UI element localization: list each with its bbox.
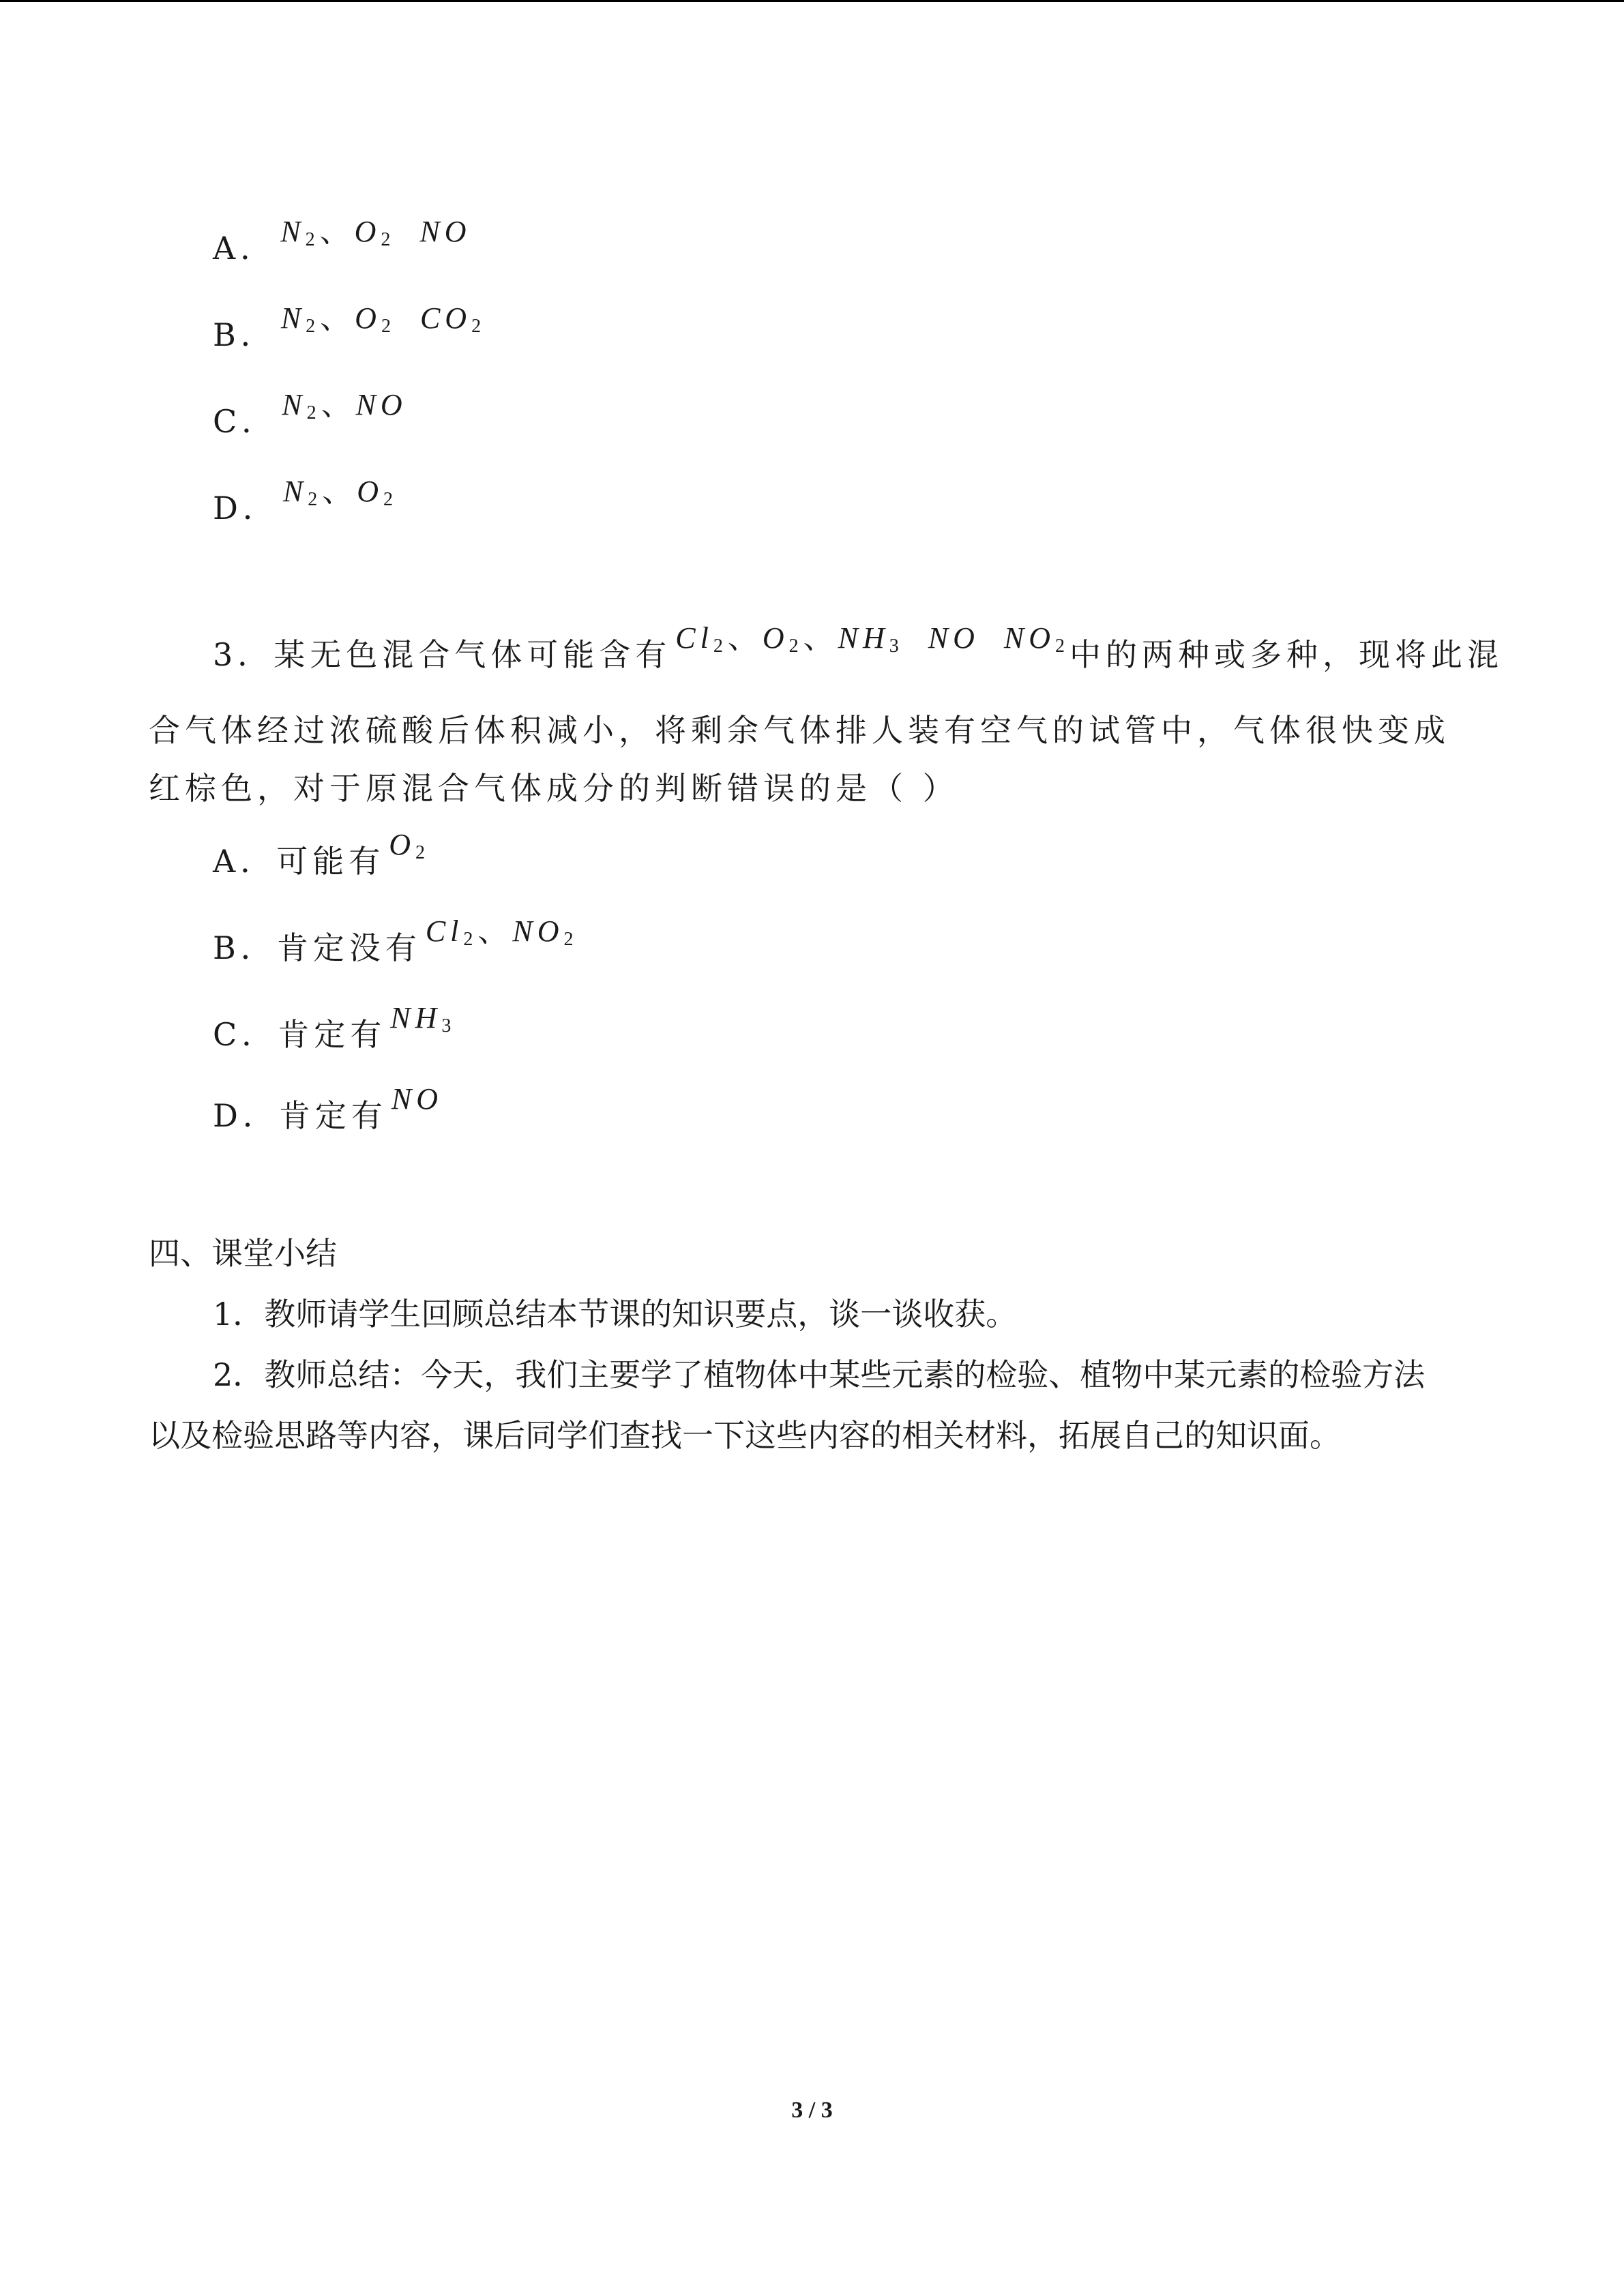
q3-option-c-text: 肯定有 <box>278 1016 387 1053</box>
top-border-line <box>0 0 1624 2</box>
q3-option-c-letter: C． <box>213 1016 278 1053</box>
q3-option-d-letter: D． <box>213 1097 279 1134</box>
q3-option-a-formula: $O_2$ <box>389 828 430 863</box>
q2-option-d-letter: D． <box>213 490 279 526</box>
q3-gas-list-formula: $Cl_2$、$O_2$、$NH_3$ NO $NO_2$ <box>675 621 1070 657</box>
q2-option-a <box>213 214 471 278</box>
q3-option-a-letter: A． <box>213 843 277 880</box>
q2-option-b-formula: $N_2$、$O_2$ $CO_2$ <box>280 301 486 337</box>
q3-option-b <box>213 914 578 978</box>
summary-heading: 四、课堂小结 <box>149 1235 337 1272</box>
q2-option-d-formula: $N_2$、$O_2$ <box>282 474 398 510</box>
q3-option-a <box>213 828 430 891</box>
q3-option-d-text: 肯定有 <box>278 1097 387 1134</box>
q3-suffix: 中的两种或多种，现将此混 <box>1069 636 1504 673</box>
q3-prefix: 3．某无色混合气体可能含有 <box>213 636 672 673</box>
q2-option-c <box>213 387 407 451</box>
q3-option-c <box>213 1001 456 1064</box>
q2-option-d <box>213 474 398 538</box>
q3-option-b-letter: B． <box>213 929 277 966</box>
q3-option-d-formula: NO <box>391 1082 443 1116</box>
q3-stem-line1 <box>213 621 1504 685</box>
q2-option-c-letter: C． <box>213 403 278 440</box>
q2-option-a-formula: $N_2$、$O_2$ NO <box>280 214 471 250</box>
q2-option-c-formula: $N_2$、NO <box>282 387 407 423</box>
q3-stem-line2: 合气体经过浓硫酸后体积减小，将剩余气体排人装有空气的试管中，气体很快变成 <box>149 712 1450 749</box>
q2-option-b <box>213 301 486 365</box>
summary-item-1: 1．教师请学生回顾总结本节课的知识要点，谈一谈收获。 <box>213 1296 1018 1332</box>
q2-option-a-letter: A． <box>213 230 277 267</box>
q3-option-c-formula: $NH_3$ <box>390 1001 456 1037</box>
summary-item-2-line2: 以及检验思路等内容，课后同学们查找一下这些内容的相关材料，拓展自己的知识面。 <box>149 1417 1341 1454</box>
q3-stem-line3: 红棕色，对于原混合气体成分的判断错误的是（ ） <box>149 770 959 807</box>
page-number: 3 / 3 <box>791 2098 833 2123</box>
q3-option-a-text: 可能有 <box>276 843 385 880</box>
q3-option-d <box>213 1082 443 1137</box>
q3-option-b-text: 肯定没有 <box>276 929 422 966</box>
summary-item-2-line1: 2．教师总结：今天，我们主要学了植物体中某些元素的检验、植物中某元素的检验方法 <box>213 1356 1426 1393</box>
q3-option-b-formula: $Cl_2$、$NO_2$ <box>425 914 578 950</box>
q2-option-b-letter: B． <box>213 316 277 353</box>
